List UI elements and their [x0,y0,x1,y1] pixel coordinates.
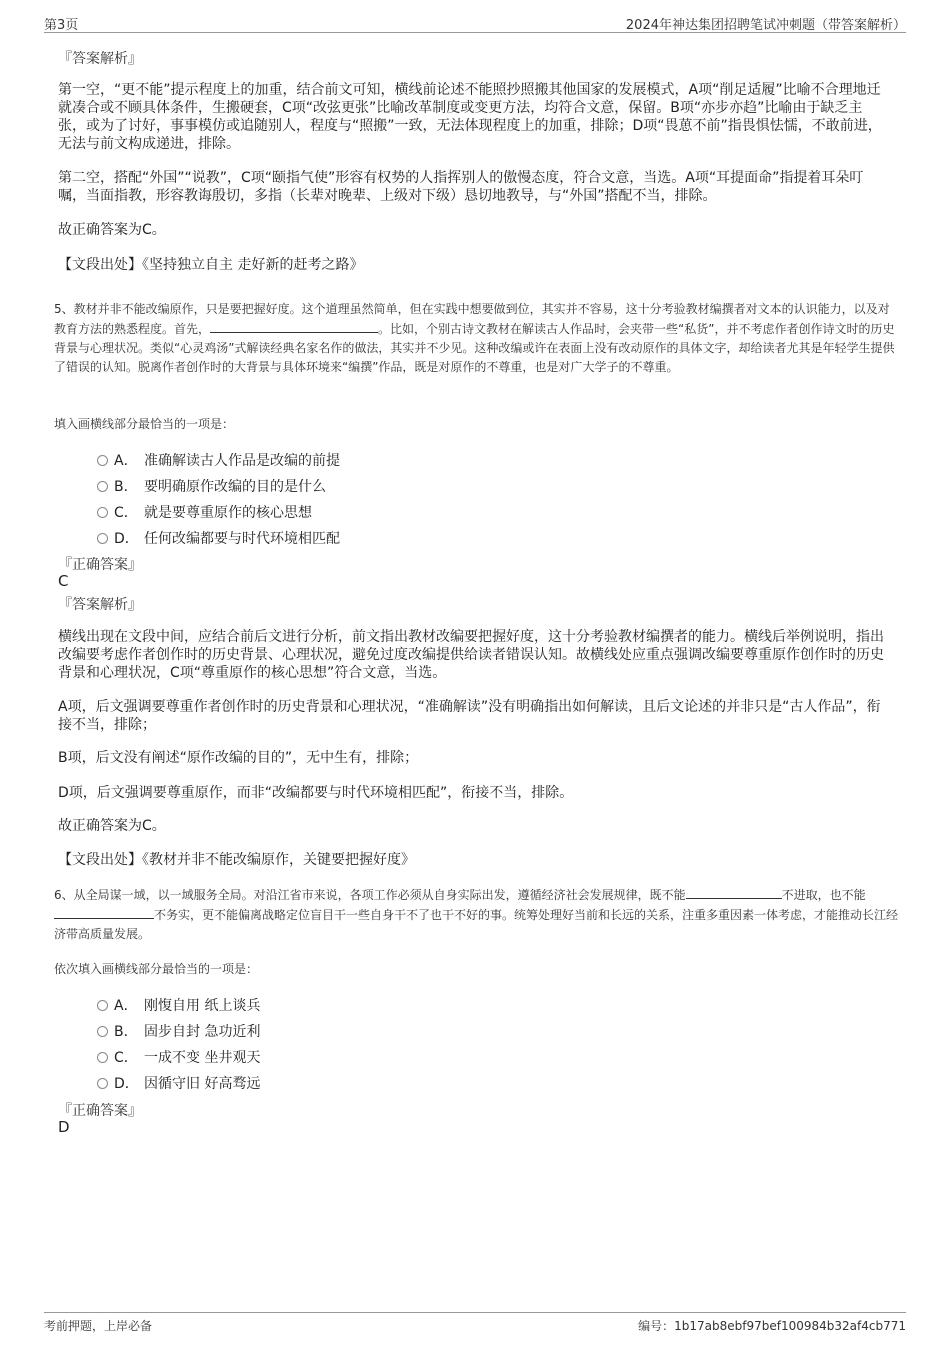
conclusion-text: 故正确答案为C。 [58,818,166,834]
radio-icon[interactable] [97,1000,108,1011]
question-prompt: 填入画横线部分最恰当的一项是： [54,417,235,431]
fill-blank [686,885,782,899]
question-text: 。比如，个别古诗文教材在解读古人作品时，会夹带一些“私货”，并不考虑作者创作诗文时的历史背景与心理状况。类似“心灵鸡汤”式解读经典名家名作的做法，其实并不少见。这种改编或许在表面上没有改动原作的具体文字，却给读者尤其是年轻学生提供了错误的认知。脱离作者创作时的大背景与具体环境来“编撰”作品，既是对原作的不尊重，也是对广大学子的不尊重。 [54,322,895,374]
option-d[interactable]: D． 任何改编都要与时代环境相匹配 [97,528,340,548]
analysis-label: 『答案解析』 [58,51,142,67]
document-title: 2024年神达集团招聘笔试冲刺题（带答案解析） [625,18,906,33]
correct-answer: C [58,572,69,590]
question-stem [54,300,899,377]
analysis-paragraph: B项，后文没有阐述“原作改编的目的”，无中生有，排除； [58,750,419,766]
document-id: 编号：1b17ab8ebf97bef100984b32af4cb771 [638,1319,906,1333]
fill-blank [210,319,378,333]
correct-answer-label: 『正确答案』 [58,1103,142,1119]
conclusion-text: 故正确答案为C。 [58,222,166,238]
question-stem [54,885,899,944]
question-text: 不进取，也不能 [781,888,866,902]
option-c[interactable]: C． 就是要尊重原作的核心思想 [97,502,312,522]
option-b[interactable]: B． 要明确原作改编的目的是什么 [97,476,326,496]
question-text: 5、教材并非不能改编原作，只是要把握好度。这个道理虽然简单，但在实践中想要做到位，其实并不容易，这十分考验教材编撰者对文本的认识能力，以及对教育方法的熟悉程度。首先， [54,302,890,336]
correct-answer-label: 『正确答案』 [58,557,142,573]
radio-icon[interactable] [97,1078,108,1089]
option-a[interactable]: A． 准确解读古人作品是改编的前提 [97,450,340,470]
analysis-label: 『答案解析』 [58,597,142,613]
analysis-paragraph: D项，后文强调要尊重原作，而非“改编都要与时代环境相匹配”，衔接不当，排除。 [58,785,574,801]
source-citation: 【文段出处】《坚持独立自主 走好新的赶考之路》 [58,257,364,273]
analysis-paragraph: 第二空，搭配“外国”“说教”，C项“颐指气使”形容有权势的人指挥别人的傲慢态度，符合文意，当选。A项“耳提面命”指提着耳朵叮嘱，当面指教，形容教诲殷切，多指（长辈对晚辈、上级对下级）恳切地教导，与“外国”搭配不当，排除。 [58,170,864,204]
option-a[interactable]: A． 刚愎自用 纸上谈兵 [97,995,260,1015]
question-prompt: 依次填入画横线部分最恰当的一项是： [54,962,259,976]
option-b[interactable]: B． 固步自封 急功近利 [97,1021,260,1041]
correct-answer: D [58,1118,70,1136]
option-c[interactable]: C． 一成不变 坐井观天 [97,1047,260,1067]
page-number: 第3页 [44,18,79,33]
footer-slogan: 考前押题，上岸必备 [44,1319,153,1333]
radio-icon[interactable] [97,481,108,492]
analysis-paragraph: 第一空，“更不能”提示程度上的加重，结合前文可知，横线前论述不能照抄照搬其他国家的发展模式，A项“削足适履”比喻不合理地迁就凑合或不顾具体条件，生搬硬套，C项“改弦更张”比喻改革制度或变更方法，均符合文意，保留。B项“亦步亦趋”比喻由于缺乏主张，或为了讨好，事事模仿或追随别人，程度与“照搬”一致，无法体现程度上的加重，排除；D项“畏葸不前”指畏惧怯懦，不敢前进，无法与前文构成递进，排除。 [58,82,882,152]
radio-icon[interactable] [97,507,108,518]
radio-icon[interactable] [97,533,108,544]
analysis-paragraph: 横线出现在文段中间，应结合前后文进行分析，前文指出教材改编要把握好度，这十分考验教材编撰者的能力。横线后举例说明，指出改编要考虑作者创作时的历史背景、心理状况，避免过度改编提供给读者错误认知。故横线处应重点强调改编要尊重原作创作时的历史背景和心理状况，C项“尊重原作的核心思想”符合文意，当选。 [58,629,884,681]
fill-blank [54,905,154,919]
source-citation: 【文段出处】《教材并非不能改编原作，关键要把握好度》 [58,852,415,868]
page-footer [44,1312,906,1333]
radio-icon[interactable] [97,1052,108,1063]
analysis-paragraph: A项，后文强调要尊重作者创作时的历史背景和心理状况，“准确解读”没有明确指出如何解读，且后文论述的并非只是“古人作品”，衔接不当，排除； [58,699,881,733]
question-text: 6、从全局谋一域，以一域服务全局。对沿江省市来说，各项工作必须从自身实际出发，遵循经济社会发展规律，既不能 [54,888,686,902]
question-text: 不务实，更不能偏离战略定位盲目干一些自身干不了也干不好的事。统筹处理好当前和长远的关系，注重多重因素一体考虑，才能推动长江经济带高质量发展。 [54,908,899,941]
radio-icon[interactable] [97,455,108,466]
radio-icon[interactable] [97,1026,108,1037]
page-header [44,12,906,33]
option-d[interactable]: D． 因循守旧 好高骛远 [97,1073,260,1093]
